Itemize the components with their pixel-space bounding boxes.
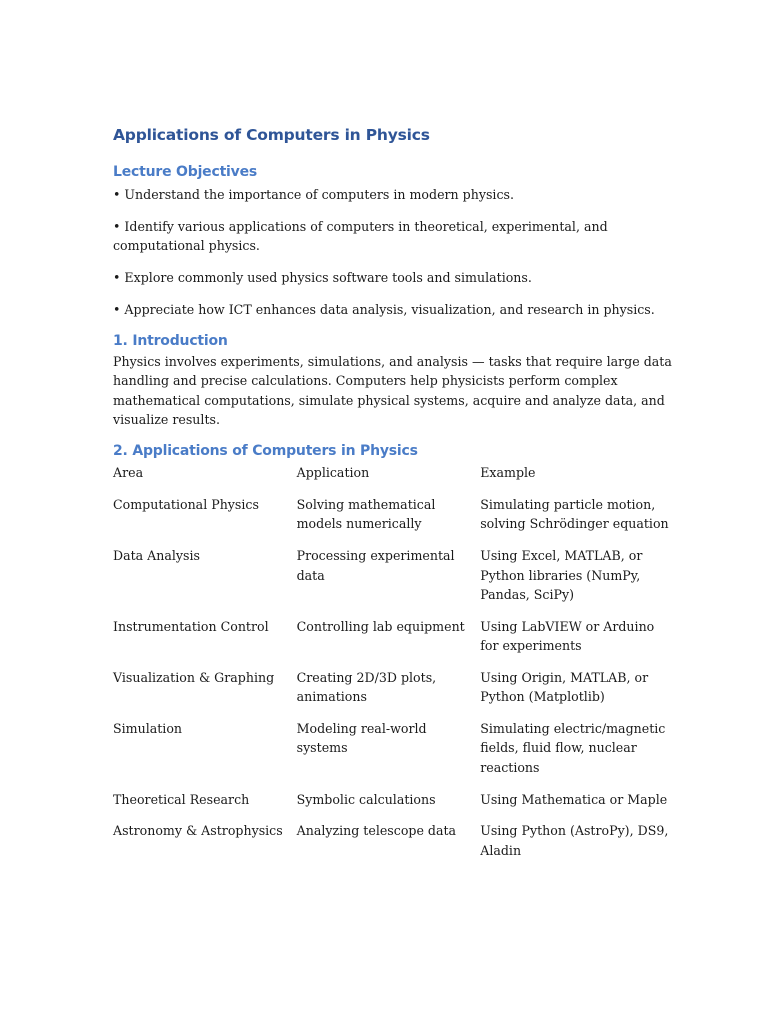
table-row (113, 719, 673, 789)
document-title: Applications of Computers in Physics (113, 126, 430, 144)
column-header-application: Application (296, 465, 370, 481)
table-cell-example: Using LabVIEW or Arduino for experiments (480, 618, 655, 654)
objective-item: • Understand the importance of computers in modern physics. (113, 187, 514, 202)
table-cell-example: Using Origin, MATLAB, or Python (Matplotlib) (480, 669, 649, 705)
table-row (113, 617, 673, 668)
objective-item: • Explore commonly used physics software tools and simulations. (113, 269, 532, 285)
applications-heading: 2. Applications of Computers in Physics (113, 443, 418, 460)
document-page (113, 122, 673, 873)
table-cell-area: Computational Physics (113, 497, 259, 513)
introduction-heading: 1. Introduction (113, 332, 228, 349)
table-row (113, 668, 673, 719)
objectives-list (113, 185, 673, 319)
applications-table (113, 463, 673, 873)
table-cell-application: Processing experimental data (296, 548, 455, 583)
table-cell-area: Instrumentation Control (113, 618, 269, 634)
introduction-paragraph: Physics involves experiments, simulations, and analysis — tasks that require large data handling and precise calculations. Computers help physicists perform complex mathematical computations, simulate physical systems, acquire and analyze data, and visualize results. (113, 353, 672, 427)
table-row (113, 495, 673, 546)
table-cell-example: Simulating particle motion, solving Schrödinger equation (480, 497, 669, 532)
table-cell-area: Simulation (113, 721, 183, 737)
table-row (113, 821, 673, 872)
table-cell-area: Theoretical Research (113, 791, 250, 807)
table-cell-application: Analyzing telescope data (296, 823, 457, 839)
objectives-heading: Lecture Objectives (113, 164, 258, 180)
objective-item: • Appreciate how ICT enhances data analysis, visualization, and research in physics. (113, 301, 655, 317)
table-cell-application: Creating 2D/3D plots, animations (296, 669, 437, 705)
objective-item: • Identify various applications of computers in theoretical, experimental, and computational physics. (113, 218, 608, 254)
table-cell-area: Visualization & Graphing (113, 669, 275, 685)
table-cell-application: Modeling real-world systems (296, 721, 427, 756)
table-cell-example: Using Python (AstroPy), DS9, Aladin (480, 823, 669, 858)
table-cell-example: Using Mathematica or Maple (480, 791, 668, 807)
table-cell-application: Solving mathematical models numerically (296, 497, 436, 532)
column-header-example: Example (480, 465, 536, 481)
table-cell-area: Data Analysis (113, 548, 200, 564)
table-cell-example: Using Excel, MATLAB, or Python libraries (NumPy, Pandas, SciPy) (480, 548, 643, 602)
table-row (113, 546, 673, 616)
table-header-row (113, 463, 673, 495)
table-cell-application: Controlling lab equipment (296, 618, 465, 634)
column-header-area: Area (113, 465, 144, 481)
table-cell-area: Astronomy & Astrophysics (113, 823, 283, 839)
table-cell-application: Symbolic calculations (296, 791, 436, 807)
table-cell-example: Simulating electric/magnetic fields, fluid flow, nuclear reactions (480, 721, 666, 775)
table-row (113, 790, 673, 822)
